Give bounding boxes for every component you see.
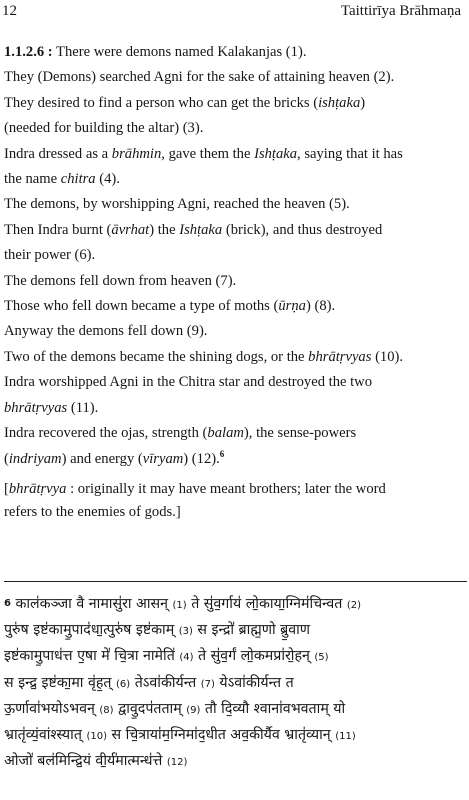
sanskrit-term: bhrātṛvyas xyxy=(4,399,68,416)
verse-ref: (2) xyxy=(346,600,362,611)
verse-ref: (10) xyxy=(86,731,107,743)
sanskrit-text: ते सु॑व॒र्गं लो॒कमप्रा॑रो॒हन् xyxy=(193,648,315,665)
text-segment: , gave them the xyxy=(161,145,255,162)
text-segment: (4). xyxy=(95,171,120,188)
sanskrit-text: काल॑कञ्जा वै नामासु॑रा आसन् xyxy=(10,596,173,612)
text-segment: They desired to find a person who can get the bricks ( xyxy=(4,94,319,111)
verse-ref: (5) xyxy=(314,652,329,664)
translation-line xyxy=(4,218,466,243)
translation-text xyxy=(4,40,466,524)
sanskrit-text: भ्रातृ॑व्यं॒वांश्स्यात् xyxy=(4,727,87,744)
verse-ref: (8) xyxy=(99,704,114,716)
translation-line xyxy=(4,345,466,370)
footnote-marker: 6 xyxy=(4,598,11,609)
verse-ref: (7) xyxy=(200,678,215,690)
translation-line xyxy=(4,421,466,446)
translation-line xyxy=(4,294,466,319)
sanskrit-term: ishṭaka xyxy=(318,94,361,111)
sanskrit-text: इष्ट॑कामु॒पाध॑त्त ए॒षा मे॑ चि॒त्रा नामेति॑ xyxy=(4,648,180,665)
text-segment: ) xyxy=(360,94,366,111)
text-segment: the name xyxy=(4,171,61,188)
sanskrit-term: ūrṇa xyxy=(278,298,306,315)
sanskrit-text: ते सु॑व॒र्गाय॑ लो॒काया॒ग्निम॑चिन्वत xyxy=(186,596,347,612)
text-segment: ) and energy ( xyxy=(61,450,143,467)
text-segment: : originally it may have meant brothers; later the word xyxy=(66,480,386,497)
text-segment: Two of the demons became the shining dogs, or the xyxy=(4,348,309,365)
verse-ref: (1) xyxy=(172,600,187,611)
sanskrit-line xyxy=(4,592,466,618)
verse-ref: (6) xyxy=(116,678,131,690)
text-segment: (10). xyxy=(371,348,404,365)
text-segment: (11). xyxy=(67,399,99,416)
translation-line xyxy=(4,447,466,472)
sanskrit-text: ऊ॒र्णावा॑भयोऽभवन् xyxy=(4,700,100,717)
text-segment: Indra worshipped Agni in the Chitra star and destroyed the two xyxy=(4,374,373,391)
text-segment: There were demons named Kalakanjas (1). xyxy=(56,44,307,60)
sanskrit-line xyxy=(4,671,466,697)
sanskrit-term: bhrātṛvyas xyxy=(308,348,372,365)
translation-line xyxy=(4,167,466,192)
sanskrit-line xyxy=(4,697,466,723)
note-line xyxy=(4,478,466,501)
sanskrit-text: ओजो॑ बल॑मिन्द्रि॒यं वी॒र्य॑मात्मन्ध॑त्ते xyxy=(4,753,167,770)
text-segment: ) (12). xyxy=(183,450,220,467)
text-segment: [ xyxy=(4,480,9,497)
translation-line xyxy=(4,370,466,395)
section-number: 1.1.2.6 : xyxy=(4,44,53,60)
sanskrit-line xyxy=(4,723,466,749)
footnote-reference[interactable]: 6 xyxy=(219,448,225,459)
text-segment: The demons fell down from heaven (7). xyxy=(4,272,237,289)
translation-line xyxy=(4,243,466,268)
translation-line xyxy=(4,116,466,141)
sanskrit-term: chitra xyxy=(60,171,96,188)
sanskrit-term: brāhmin xyxy=(111,145,162,162)
verse-ref: (11) xyxy=(335,731,356,743)
sanskrit-text: द्वावु॒दप॑तताम् xyxy=(113,700,187,717)
sanskrit-text: स चि॒त्राया॑म॒ग्निमा॑द॒धीत अव॒कीर्यैव भ्रातृ॑व्यान् xyxy=(106,727,336,744)
sanskrit-text: स इन्द्र॒ इष्ट॑का॒मा वृ॑ह॒त् xyxy=(4,674,117,691)
verse-ref: (12) xyxy=(166,757,188,769)
sanskrit-footnote xyxy=(4,592,466,775)
translation-line xyxy=(4,396,466,421)
sanskrit-text: तौ दि॒व्यौ श्वाना॑वभवताम् यो xyxy=(200,700,346,717)
sanskrit-term: bhrātṛvya xyxy=(8,480,67,497)
translation-line xyxy=(4,142,466,167)
sanskrit-line xyxy=(4,618,466,644)
translation-line xyxy=(4,91,466,116)
text-segment: ) the xyxy=(149,221,180,238)
translation-line xyxy=(4,319,466,344)
sanskrit-text: येऽवा॑कीर्यन्त त xyxy=(214,674,294,691)
footnote-divider xyxy=(4,581,467,582)
sanskrit-term: Ishṭaka xyxy=(179,221,223,238)
text-segment: Anyway the demons fell down (9). xyxy=(4,323,208,340)
page-number: 12 xyxy=(2,3,17,19)
translation-line xyxy=(4,65,466,90)
sanskrit-term: vīryam xyxy=(142,450,184,467)
verse-ref: (9) xyxy=(186,704,201,716)
text-segment: Then Indra burnt ( xyxy=(4,221,112,238)
running-title: Taittirīya Brāhmaṇa xyxy=(340,3,461,19)
verse-ref: (3) xyxy=(178,626,193,638)
sanskrit-line xyxy=(4,749,466,775)
text-segment: ), the sense-powers xyxy=(243,425,357,442)
verse-ref: (4) xyxy=(179,652,194,664)
sanskrit-term: balam xyxy=(207,425,244,442)
translation-line xyxy=(4,40,466,65)
sanskrit-text: स इन्द्रो॑ ब्राह्म॒णो ब्रु॒वाण xyxy=(192,622,311,639)
sanskrit-term: indriyam xyxy=(8,450,62,467)
sanskrit-term: āvrhat xyxy=(111,221,150,238)
text-segment: ) (8). xyxy=(305,298,336,315)
text-segment: (brick), and thus destroyed xyxy=(222,221,383,238)
sanskrit-text: पुरु॑ष इष्ट॑कामु॒पाद॑धा॒त्पुरु॑ष इष्ट॑काम् xyxy=(4,622,179,639)
text-segment: ( xyxy=(4,450,9,467)
text-segment: refers to the enemies of gods.] xyxy=(4,503,181,520)
sanskrit-text: तेऽवा॑कीर्यन्त xyxy=(130,674,201,691)
editor-note xyxy=(4,478,466,524)
text-segment: (needed for building the altar) (3). xyxy=(4,120,204,137)
sanskrit-term: Ishṭaka xyxy=(254,145,298,162)
text-segment: The demons, by worshipping Agni, reached the heaven (5). xyxy=(4,196,350,213)
text-segment: Indra dressed as a xyxy=(4,145,112,162)
text-segment: They (Demons) searched Agni for the sake of attaining heaven (2). xyxy=(4,69,395,86)
translation-line xyxy=(4,192,466,217)
sanskrit-line xyxy=(4,644,466,670)
text-segment: , saying that it has xyxy=(297,145,403,162)
text-segment: Indra recovered the ojas, strength ( xyxy=(4,425,208,442)
text-segment: their power (6). xyxy=(4,247,96,264)
note-line xyxy=(4,501,466,524)
page-header xyxy=(0,3,469,25)
translation-line xyxy=(4,269,466,294)
text-segment: Those who fell down became a type of moths ( xyxy=(4,298,279,315)
